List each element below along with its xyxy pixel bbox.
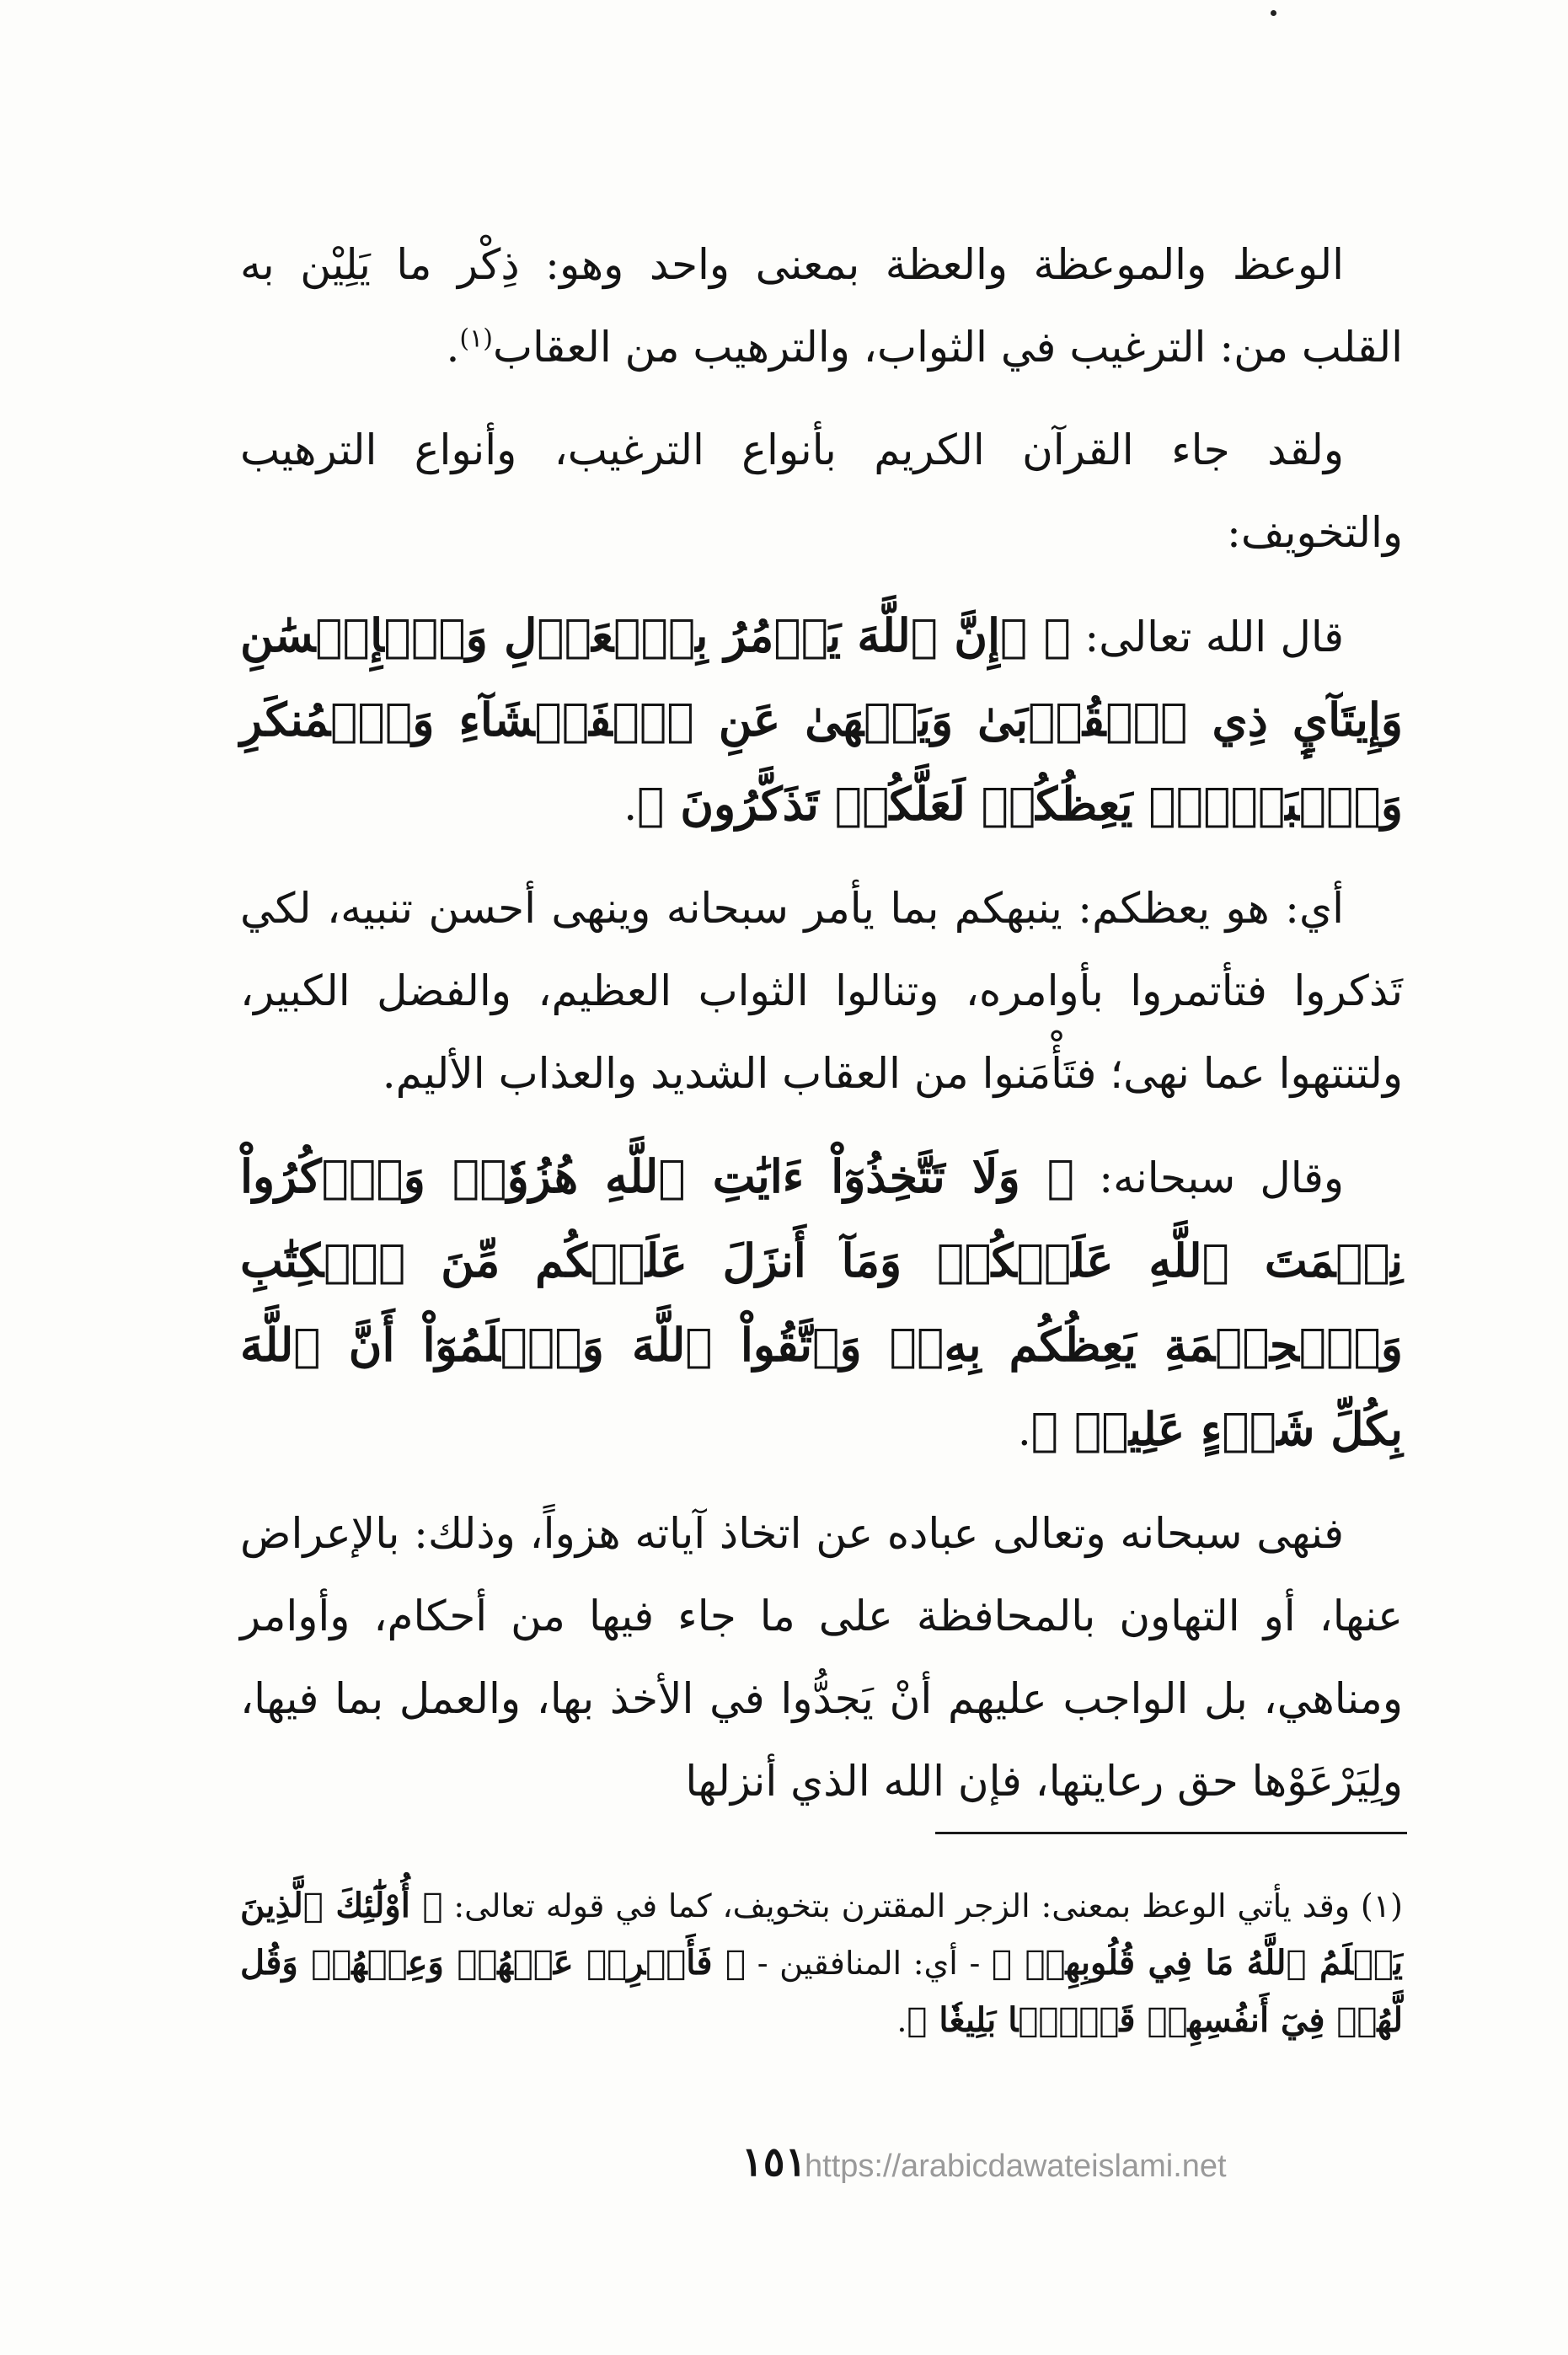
footnote: (١) وقد يأتي الوعظ بمعنى: الزجر المقترن بتخويف، كما في قوله تعالى: ﴿ أُوْلَٰٓئِكَ ٱلَّذِينَ يَعۡلَمُ ٱللَّهُ مَا فِي قُلُوبِهِمۡ ﴾ - أي: المنافقين - ﴿ فَأَعۡرِضۡ عَنۡهُمۡ وَعِظۡهُمۡ وَقُل لَّهُمۡ فِيٓ أَنفُسِهِمۡ قَوۡلَۢا بَلِيغٗا ﴾. (240, 1886, 1403, 2040)
paragraph-explanation-2: فنهى سبحانه وتعالى عباده عن اتخاذ آياته هزواً، وذلك: بالإعراض عنها، أو التهاون بالمحافظة على ما جاء فيها من أحكام، وأوامر ومناهي، بل الواجب عليهم أنْ يَجدُّوا في الأخذ بها، والعمل بما فيها، ولِيَرْعَوْها حق رعايتها، فإن الله الذي أنزلها (240, 1509, 1403, 1806)
footnote-marker[interactable]: (١) (459, 324, 493, 354)
quran-verse: ﴿ أُوْلَٰٓئِكَ ٱلَّذِينَ يَعۡلَمُ ٱللَّهُ مَا فِي قُلُوبِهِمۡ ﴾ (240, 1886, 1403, 1983)
paragraph-explanation-1: أي: هو يعظكم: ينبهكم بما يأمر سبحانه وينهى أحسن تنبيه، لكي تَذكروا فتأتمروا بأوامره، وتنالوا الثواب العظيم، والفضل الكبير، ولتنتهوا عما نهى؛ فتَأْمَنوا من العقاب الشديد والعذاب الأليم. (240, 884, 1403, 1098)
ink-dot (1271, 10, 1276, 16)
paragraph-definition: الوعظ والموعظة والعظة بمعنى واحد وهو: ذِكْر ما يَلِيْن به القلب من: الترغيب في الثواب، والترهيب من العقاب$^{(١)}$. (240, 240, 1403, 372)
footnote-divider (935, 1832, 1407, 1834)
footnote-number: (١) (1360, 1887, 1403, 1924)
quran-verse: ﴿ وَلَا تَتَّخِذُوٓاْ ءَايَٰتِ ٱللَّهِ هُزُوٗاۚ وَٱذۡكُرُواْ نِعۡمَتَ ٱللَّهِ عَلَيۡكُمۡ وَمَآ أَنزَلَ عَلَيۡكُم مِّنَ ٱلۡكِتَٰبِ وَٱلۡحِكۡمَةِ يَعِظُكُم بِهِۦۚ وَٱتَّقُواْ ٱللَّهَ وَٱعۡلَمُوٓاْ أَنَّ ٱللَّهَ بِكُلِّ شَيۡءٍ عَلِيمٞ ﴾ (240, 1149, 1403, 1456)
paragraph-verse-1: قال الله تعالى: ﴿ ۞إِنَّ ٱللَّهَ يَأۡمُرُ بِٱلۡعَدۡلِ وَٱلۡإِحۡسَٰنِ وَإِيتَآيِٕ ذِي ٱلۡقُرۡبَىٰ وَيَنۡهَىٰ عَنِ ٱلۡفَحۡشَآءِ وَٱلۡمُنكَرِ وَٱلۡبَغۡيِۚ يَعِظُكُمۡ لَعَلَّكُمۡ تَذَكَّرُونَ ﴾. (240, 608, 1403, 831)
paragraph-verse-2: وقال سبحانه: ﴿ وَلَا تَتَّخِذُوٓاْ ءَايَٰتِ ٱللَّهِ هُزُوٗاۚ وَٱذۡكُرُواْ نِعۡمَتَ ٱللَّهِ عَلَيۡكُمۡ وَمَآ أَنزَلَ عَلَيۡكُم مِّنَ ٱلۡكِتَٰبِ وَٱلۡحِكۡمَةِ يَعِظُكُم بِهِۦۚ وَٱتَّقُواْ ٱللَّهَ وَٱعۡلَمُوٓاْ أَنَّ ٱللَّهَ بِكُلِّ شَيۡءٍ عَلِيمٞ ﴾. (240, 1149, 1403, 1456)
quran-verse: ﴿ فَأَعۡرِضۡ عَنۡهُمۡ وَعِظۡهُمۡ وَقُل لَّهُمۡ فِيٓ أَنفُسِهِمۡ قَوۡلَۢا بَلِيغٗا ﴾ (240, 1943, 1403, 2040)
main-text (240, 223, 1403, 1843)
paragraph-quran-types: ولقد جاء القرآن الكريم بأنواع الترغيب، وأنواع الترهيب والتخويف: (240, 426, 1403, 557)
watermark-url: https://arabicdawateislami.net (805, 2149, 1227, 2184)
quran-verse: ﴿ ۞إِنَّ ٱللَّهَ يَأۡمُرُ بِٱلۡعَدۡلِ وَٱلۡإِحۡسَٰنِ وَإِيتَآيِٕ ذِي ٱلۡقُرۡبَىٰ وَيَنۡهَىٰ عَنِ ٱلۡفَحۡشَآءِ وَٱلۡمُنكَرِ وَٱلۡبَغۡيِۚ يَعِظُكُمۡ لَعَلَّكُمۡ تَذَكَّرُونَ ﴾ (240, 608, 1403, 831)
page-number: ١٥١ (741, 2138, 807, 2186)
